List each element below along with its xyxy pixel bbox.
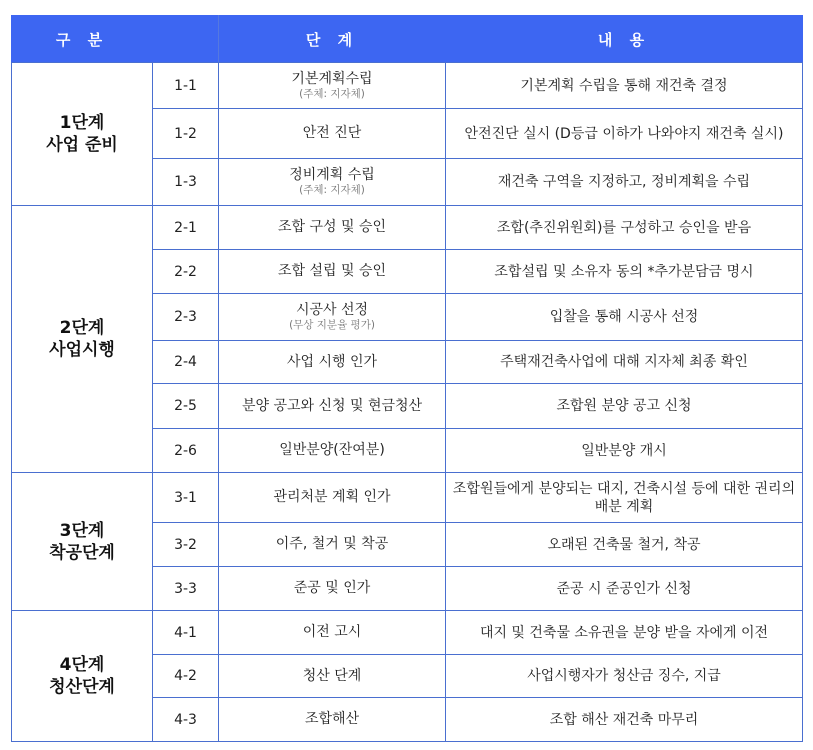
step-name: 시공사 선정 [295,302,369,318]
step-name-cell [219,384,446,429]
step-content: 기본계획 수립을 통해 재건축 결정 [446,63,803,109]
group-3-cell [12,473,153,611]
step-name-cell [219,523,446,567]
step-number: 2-4 [153,341,219,384]
step-number: 3-3 [153,567,219,611]
step-name-cell [219,109,446,159]
step-name-cell [219,294,446,341]
table-row [12,473,803,523]
step-name: 기본계획수립 [291,70,373,87]
group-4-cell [12,611,153,742]
step-name: 분양 공고와 신청 및 현금청산 [241,397,423,414]
step-content: 주택재건축사업에 대해 지자체 최종 확인 [446,341,803,384]
group-4-title-line1: 4단계 [59,655,105,675]
step-name: 정비계획 수립 [289,167,375,183]
step-content: 안전진단 실시 (D등급 이하가 나와야지 재건축 실시) [446,109,803,159]
step-name-cell [219,698,446,742]
step-name-cell [219,159,446,206]
step-number: 3-2 [153,523,219,567]
step-number: 4-3 [153,698,219,742]
step-number: 2-1 [153,206,219,250]
header-category: 구 분 [12,16,153,63]
step-content: 준공 시 준공인가 신청 [446,567,803,611]
step-name: 관리처분 계획 인가 [273,489,391,505]
step-name: 일반분양(잔여분) [279,442,385,458]
step-number: 4-1 [153,611,219,655]
group-2-title-line1: 2단계 [59,318,105,338]
step-name-cell [219,473,446,523]
step-number: 2-6 [153,429,219,473]
step-name: 조합 구성 및 승인 [277,219,387,235]
group-3-title-line1: 3단계 [59,520,105,541]
step-number: 1-3 [153,159,219,206]
step-number: 3-1 [153,473,219,523]
table-row [12,63,803,109]
step-name: 안전 진단 [302,125,362,141]
step-number: 1-1 [153,63,219,109]
reconstruction-process-table [11,15,803,742]
step-content: 조합원들에게 분양되는 대지, 건축시설 등에 대한 권리의 배분 계획 [446,473,803,523]
step-content: 조합원 분양 공고 신청 [446,384,803,429]
step-content: 조합설립 및 소유자 동의 *추가분담금 명시 [446,250,803,294]
step-content: 사업시행자가 청산금 징수, 지급 [446,655,803,698]
step-name-cell [219,655,446,698]
step-subtitle: (무상 지분율 평가) [289,319,375,331]
step-content: 대지 및 건축물 소유권을 분양 받을 자에게 이전 [446,611,803,655]
step-name-cell [219,429,446,473]
step-number: 2-2 [153,250,219,294]
step-name-cell [219,63,446,109]
step-content: 오래된 건축물 철거, 착공 [446,523,803,567]
header-number [153,16,219,63]
group-3-title-line2: 착공단계 [49,542,115,563]
group-1-cell [12,63,153,206]
step-name: 사업 시행 인가 [286,353,378,370]
step-number: 2-3 [153,294,219,341]
step-content: 조합(추진위원회)를 구성하고 승인을 받음 [446,206,803,250]
step-content: 입찰을 통해 시공사 선정 [446,294,803,341]
step-name-cell [219,250,446,294]
step-name: 이주, 철거 및 착공 [275,536,389,552]
group-4-title-line2: 청산단계 [49,677,115,697]
step-name: 준공 및 인가 [293,580,371,596]
step-name: 조합 설립 및 승인 [277,263,387,279]
step-number: 4-2 [153,655,219,698]
step-name-cell [219,341,446,384]
header-step: 단 계 [219,16,446,63]
step-name: 청산 단계 [302,667,362,684]
step-subtitle: (주체: 지자체) [299,87,365,100]
step-name: 이전 고시 [302,624,362,640]
step-subtitle: (주체: 지자체) [299,184,365,196]
step-content: 조합 해산 재건축 마무리 [446,698,803,742]
table-row [12,611,803,655]
step-content: 일반분양 개시 [446,429,803,473]
step-name: 조합해산 [304,711,360,727]
group-2-title-line2: 사업시행 [49,340,115,360]
header-content: 내 용 [446,16,803,63]
group-2-cell [12,206,153,473]
step-number: 1-2 [153,109,219,159]
step-name-cell [219,567,446,611]
group-1-title-line2: 사업 준비 [46,135,118,155]
group-1-title-line1: 1단계 [59,113,105,133]
table-row [12,206,803,250]
table-header-row [12,16,803,63]
step-name-cell [219,611,446,655]
step-name-cell [219,206,446,250]
step-number: 2-5 [153,384,219,429]
step-content: 재건축 구역을 지정하고, 정비계획을 수립 [446,159,803,206]
